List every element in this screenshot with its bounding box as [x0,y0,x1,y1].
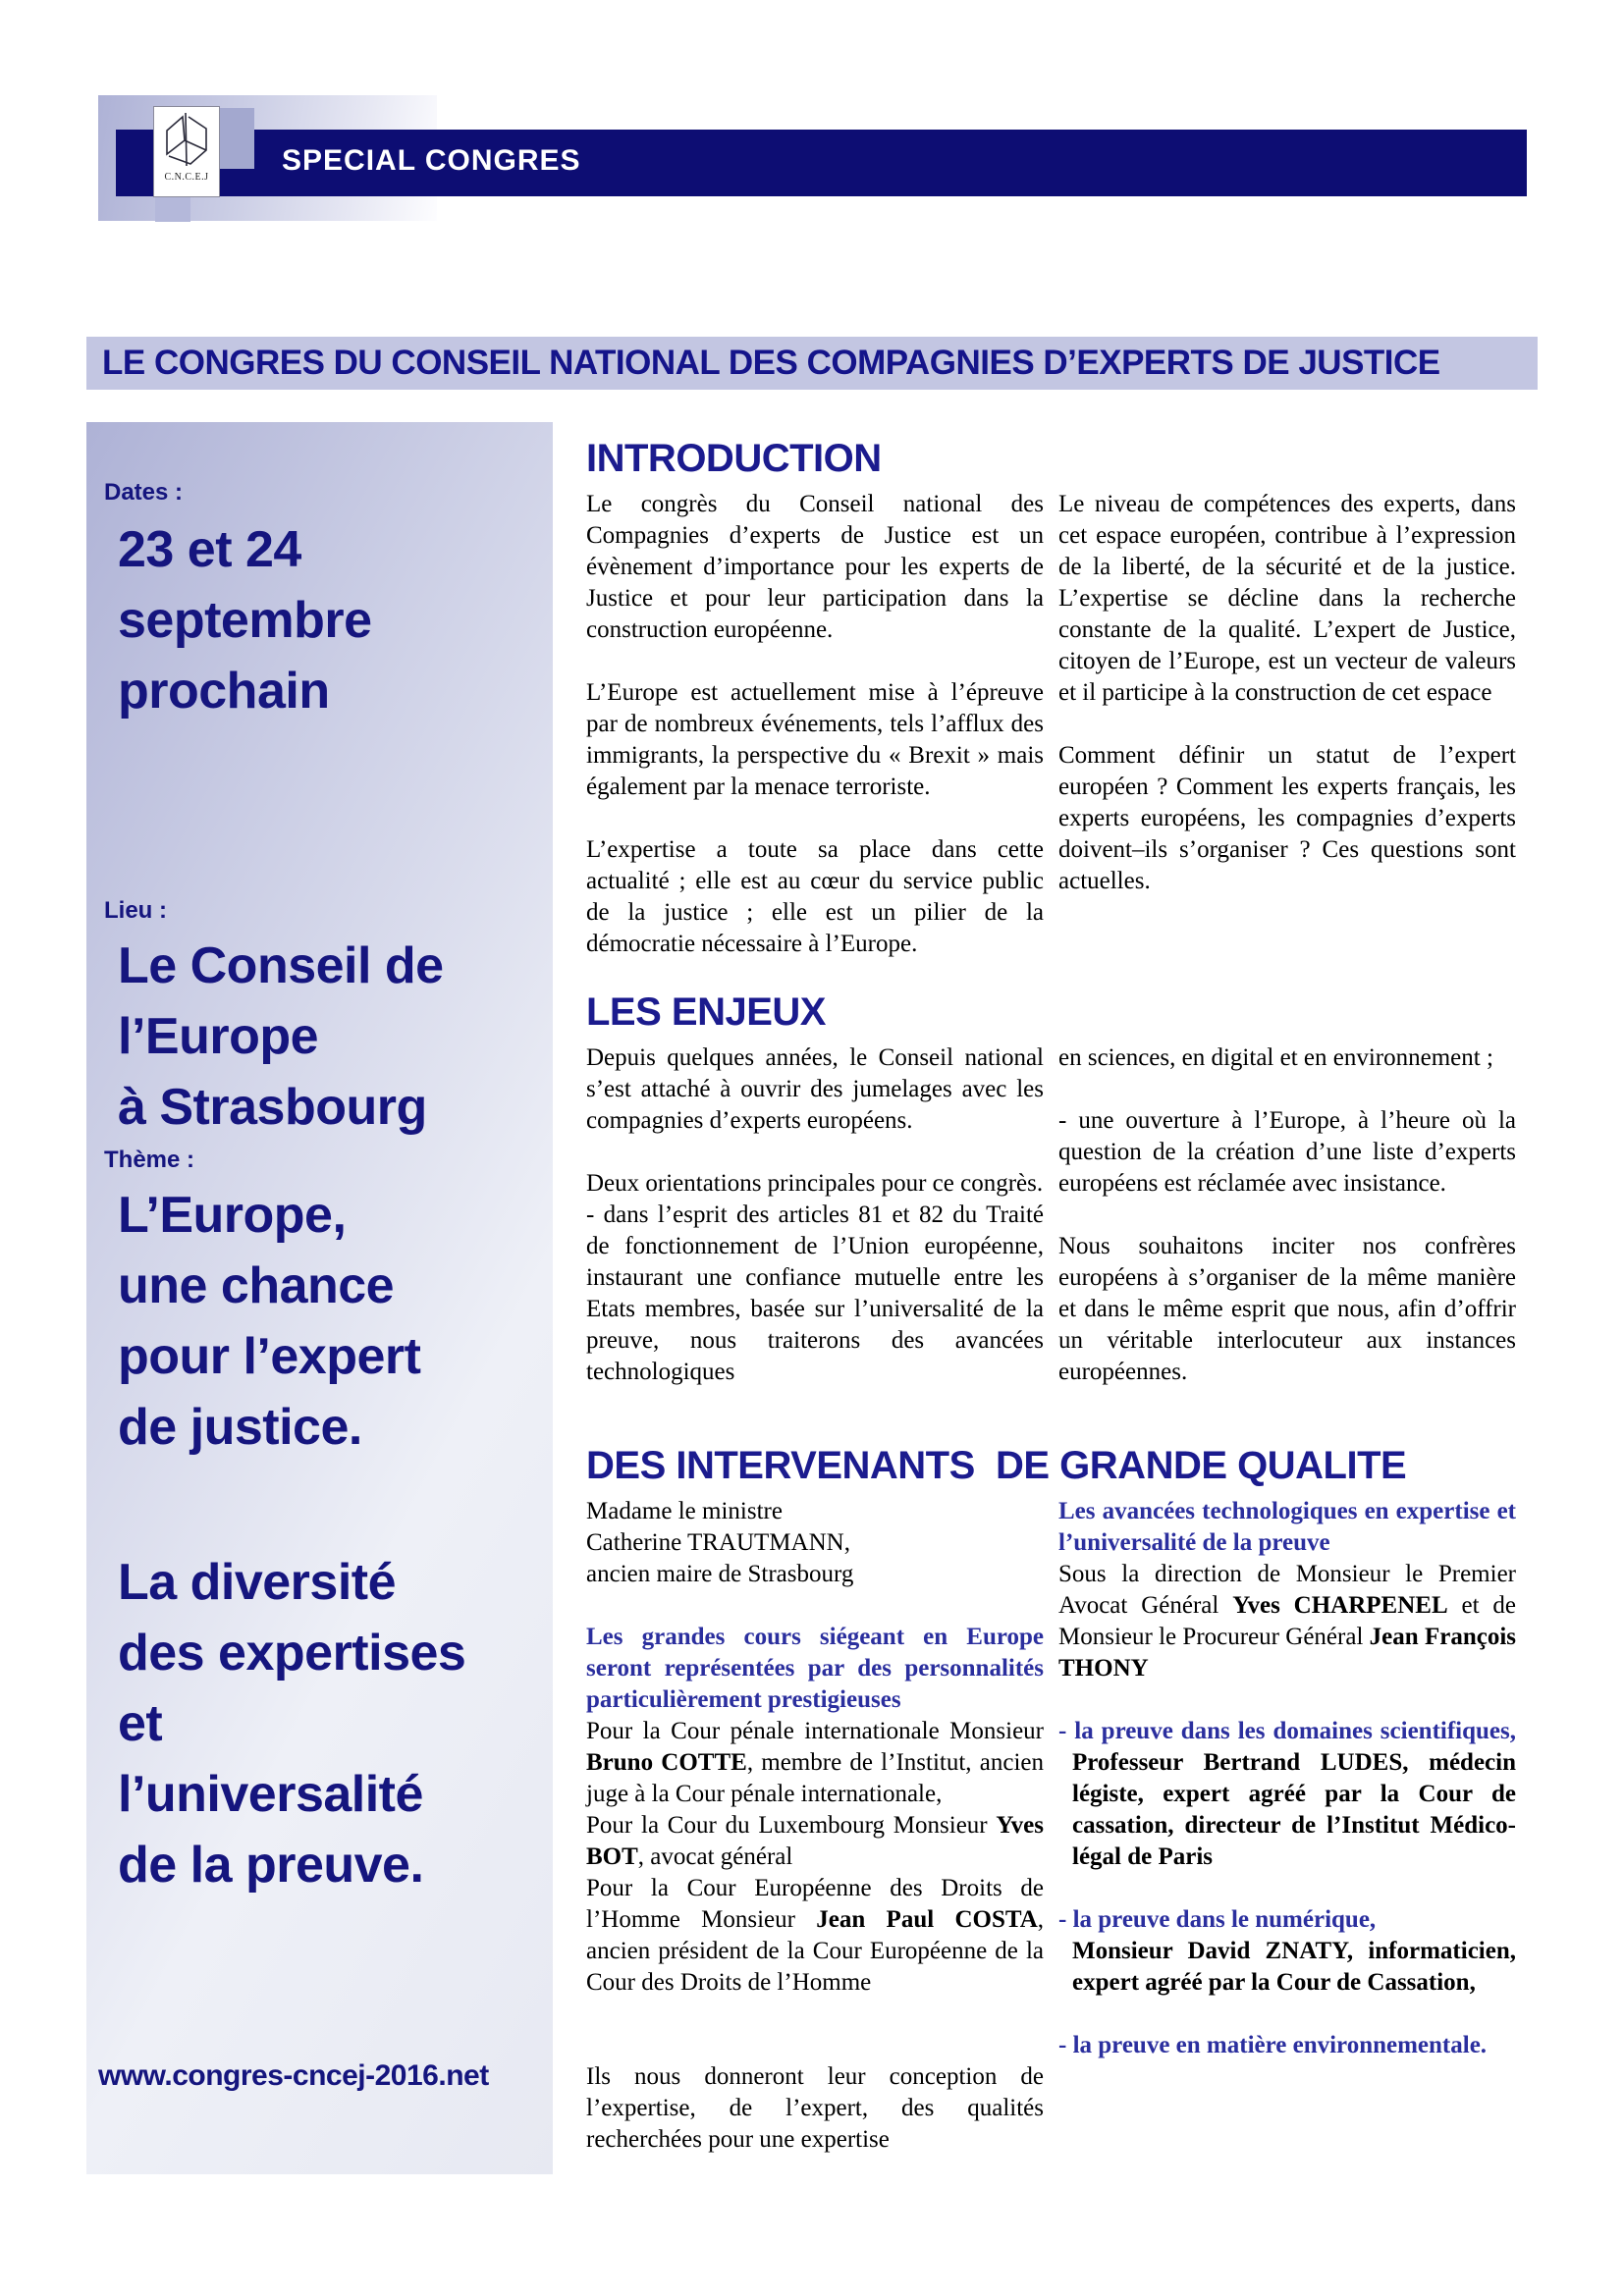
person-name: Bruno COTTE [586,1749,747,1776]
bullet-environmental-proof: - la preuve en matière environnementale. [1058,2032,1488,2058]
lieu-label: Lieu : [104,897,167,924]
tech-subheading: Les avancées technologiques en expertise et l’universalité de la preuve [1058,1498,1516,1556]
introduction-column-2 [1058,489,1516,960]
cncej-logo-icon [159,111,214,172]
enjeux-column-1 [586,1042,1044,1388]
introduction-columns [586,489,1519,960]
introduction-heading: INTRODUCTION [586,437,882,480]
paragraph: L’expertise a toute sa place dans cette actualité ; elle est au cœur du service public de la justice ; elle est un pilier de la démocratie nécessaire à l’Europe. [586,836,1044,957]
direction-paragraph: Sous la direction de Monsieur le Premier Avocat Général Yves CHARPENEL et de Monsieur le Procureur Général Jean François THONY [1058,1561,1516,1682]
intervenants-column-2 [1058,1496,1516,2156]
dates-value: 23 et 24 septembre prochain [118,521,372,720]
special-congres-banner: SPECIAL CONGRES [282,144,581,177]
paragraph: Le niveau de compétences des experts, dans cet espace européen, contribue à l’expression de la liberté, de la sécurité et de la justice. L’expertise se décline dans la recherche constante de la qualité. L’expert de Justice, citoyen de l’Europe, est un vecteur de valeurs et il participe à la construction de cet espace [1058,491,1516,706]
cncej-logo [153,106,220,197]
person-name: Jean François THONY [1058,1624,1516,1682]
section-intervenants [586,1443,1519,2156]
enjeux-column-2 [1058,1042,1516,1388]
person-name: Yves CHARPENEL [1232,1592,1448,1619]
dates-label: Dates : [104,479,184,506]
minister-line: Catherine TRAUTMANN, [586,1529,850,1556]
court-entry-luxembourg: Pour la Cour du Luxembourg Monsieur Yves BOT, avocat général [586,1812,1044,1870]
paragraph: Nous souhaitons inciter nos confrères européens à s’organiser de la même manière et dans le même esprit que nous, afin d’offrir un véritable interlocuteur aux instances européennes. [1058,1233,1516,1385]
theme-value-2: La diversité des expertises et l’universalité de la preuve. [118,1554,466,1894]
page-title: LE CONGRES DU CONSEIL NATIONAL DES COMPAGNIES D’EXPERTS DE JUSTICE [102,344,1440,382]
paragraph: Deux orientations principales pour ce congrès. [586,1170,1044,1197]
courts-subheading: Les grandes cours siégeant en Europe seront représentées par des personnalités particulièrement prestigieuses [586,1624,1044,1713]
enjeux-heading: LES ENJEUX [586,990,826,1034]
introduction-column-1 [586,489,1044,960]
cncej-logo-text: C.N.C.E.J [164,172,209,183]
lieu-value: Le Conseil de l’Europe à Strasbourg [118,937,444,1136]
section-enjeux [586,989,1519,1388]
paragraph: - dans l’esprit des articles 81 et 82 du Traité de fonctionnement de l’Union européenne, instaurant une confiance mutuelle entre les Etats membres, basée sur l’universalité de la preuve, nous traiterons des avancées technologiques [586,1201,1044,1385]
minister-line: Madame le ministre [586,1498,783,1524]
intervenants-heading: DES INTERVENANTS DE GRANDE QUALITE [586,1444,1407,1487]
bullet-digital-proof: - la preuve dans le numérique, Monsieur David ZNATY, informaticien, expert agréé par la Cour de Cassation, [1058,1906,1516,1996]
court-entry-echr: Pour la Cour Européenne des Droits de l’Homme Monsieur Jean Paul COSTA, ancien président de la Cour Européenne de la Cour des Droits de l’Homme [586,1875,1044,1996]
person-name: Yves BOT [586,1812,1044,1870]
paragraph: Le congrès du Conseil national des Compagnies d’experts de Justice est un évènement d’importance pour les experts de Justice et pour leur participation dans la construction européenne. [586,491,1044,643]
paragraph: en sciences, en digital et en environnement ; [1058,1044,1493,1071]
bullet-scientific-proof: - la preuve dans les domaines scientifiques, Professeur Bertrand LUDES, médecin légiste, expert agréé par la Cour de cassation, directeur de l’Institut Médico-légal de Paris [1058,1718,1516,1870]
sidebar [86,422,553,2174]
minister-line: ancien maire de Strasbourg [586,1561,854,1587]
person-name: Jean Paul COSTA [816,1906,1038,1933]
paragraph: Depuis quelques années, le Conseil national s’est attaché à ouvrir des jumelages avec les compagnies d’experts européens. [586,1044,1044,1134]
paragraph: - une ouverture à l’Europe, à l’heure où la question de la création d’une liste d’experts européens est réclamée avec insistance. [1058,1107,1516,1197]
intervenants-column-1 [586,1496,1044,2156]
theme-value-1: L’Europe, une chance pour l’expert de justice. [118,1187,421,1456]
theme-label: Thème : [104,1147,195,1173]
closing-paragraph: Ils nous donneront leur conception de l’expertise, de l’expert, des qualités recherchées pour une expertise [586,2063,1044,2153]
paragraph: Comment définir un statut de l’expert européen ? Comment les experts français, les experts européens, les compagnies d’experts doivent–ils s’organiser ? Ces questions sont actuelles. [1058,742,1516,894]
decorative-square [155,195,190,222]
decorative-square [219,108,254,169]
title-banner [86,337,1538,390]
congress-website-url: www.congres-cncej-2016.net [98,2059,489,2092]
section-introduction [586,436,1519,960]
enjeux-columns [586,1042,1519,1388]
court-entry-icc: Pour la Cour pénale internationale Monsieur Bruno COTTE, membre de l’Institut, ancien juge à la Cour pénale internationale, [586,1718,1044,1807]
intervenants-columns [586,1496,1519,2156]
paragraph: L’Europe est actuellement mise à l’épreuve par de nombreux événements, tels l’afflux des immigrants, la perspective du « Brexit » mais également par la menace terroriste. [586,679,1044,800]
